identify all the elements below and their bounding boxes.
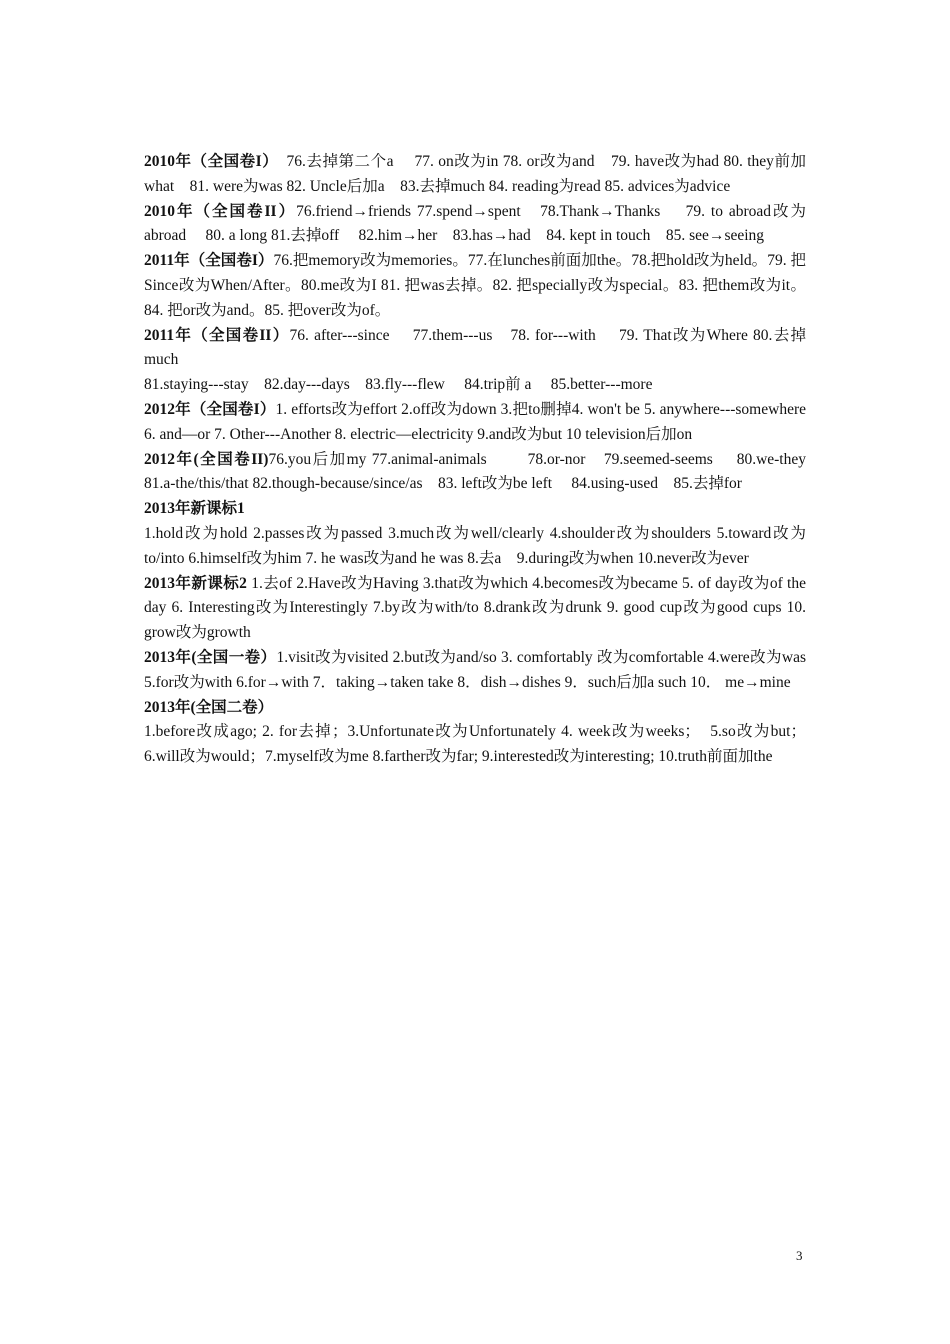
section-heading: 2012年（全国卷I）: [144, 400, 276, 418]
section-heading: 2010年（全国卷I）: [144, 153, 271, 170]
paragraph-2013-national-2-heading: [144, 696, 806, 721]
answer-text: 1.before改成ago; 2. for去掉；3.Unfortunate改为Unfortunately 4. week改为weeks； 5.so改为but；6.will改为would；7.myself改为me 8.farther改为far; 9.interested改为interesting; 10.truth前面加the: [144, 723, 806, 766]
section-heading: 2013年(全国二卷）: [144, 698, 274, 716]
answer-text: 1.去of 2.Have改为Having 3.that改为which 4.becomes改为became 5. of day改为of the day 6. Interesting改为Interestingly 7.by改为with/to 8.drank改为drunk 9. good cup改为good cups 10. grow改为growth: [144, 574, 806, 642]
paragraph-2013-new-2: [144, 572, 806, 646]
answer-text: 76.把memory改为memories。77.在lunches前面加the。78.把hold改为held。79. 把Since改为When/After。80.me改为I 81. 把was去掉。82. 把specially改为special。83. 把them改为it。84. 把or改为and。85. 把over改为of。: [144, 252, 806, 319]
paragraph-2013-new-1: [144, 522, 806, 572]
paragraph-2013-national-1: [144, 646, 806, 696]
section-heading: 2011年（全国卷I）: [144, 252, 274, 270]
paragraph-2010-national-2: [144, 200, 806, 250]
paragraph-2012-national-1: [144, 398, 806, 448]
section-heading: 2013年新课标1: [144, 500, 245, 518]
answer-text: 76. after---since 77.them---us 78. for---with 79. That改为Where 80.去掉much: [144, 326, 806, 369]
section-heading: 2010年（全国卷II）: [144, 202, 297, 220]
paragraph-2010-national-1: [144, 150, 806, 200]
paragraph-2011-national-2-cont: [144, 373, 806, 398]
paragraph-2012-national-2: [144, 448, 884, 498]
paragraph-2013-new-1-heading: [144, 497, 806, 522]
paragraph-2011-national-1: [144, 249, 806, 323]
answer-text: 1.hold改为hold 2.passes改为passed 3.much改为well/clearly 4.shoulder改为shoulders 5.toward改为to/into 6.himself改为him 7. he was改为and he was 8.去a 9.during改为when 10.never改为ever: [144, 524, 806, 567]
answer-text: 81.staying---stay 82.day---days 83.fly---flew 84.trip前 a 85.better---more: [144, 376, 653, 394]
section-heading: 2011年（全国卷II）: [144, 326, 290, 344]
paragraph-2011-national-2: [144, 324, 806, 374]
answer-text: 1. efforts改为effort 2.off改为down 3.把to删掉4. won't be 5. anywhere---somewhere 6. and—or 7. Other---Another 8. electric—electricity 9.and改为but 10 television后加on: [144, 400, 806, 443]
answer-text: 1.visit改为visited 2.but改为and/so 3. comfortably 改为comfortable 4.were改为was 5.for改为with 6.for→with 7．taking→taken take 8．dish→dishes 9．such后加a such 10． me→mine: [144, 648, 806, 691]
answer-text: 76.you后加my 77.animal-animals 78.or-nor 79.seemed-seems 80.we-they 81.a-the/this/that 82.though-because/since/as 83. left改为be left 84.using-used 85.去掉for: [144, 450, 884, 493]
page-number: 3: [796, 1248, 803, 1263]
section-heading: 2013年新课标2: [144, 574, 247, 592]
section-heading: 2012年(全国卷II): [144, 450, 269, 468]
answer-text: 76.去掉第二个a 77. on改为in 78. or改为and 79. have改为had 80. they前加what 81. were为was 82. Uncle后加a 83.去掉much 84. reading为read 85. advices为advice: [144, 153, 806, 195]
answer-text: 76.friend→friends 77.spend→spent 78.Thank→Thanks 79. to abroad改为abroad 80. a long 81.去掉off 82.him→her 83.has→had 84. kept in touch 85. see→seeing: [144, 202, 806, 245]
paragraph-2013-national-2: [144, 720, 806, 770]
answer-key-content: [144, 150, 884, 770]
section-heading: 2013年(全国一卷）: [144, 648, 277, 666]
